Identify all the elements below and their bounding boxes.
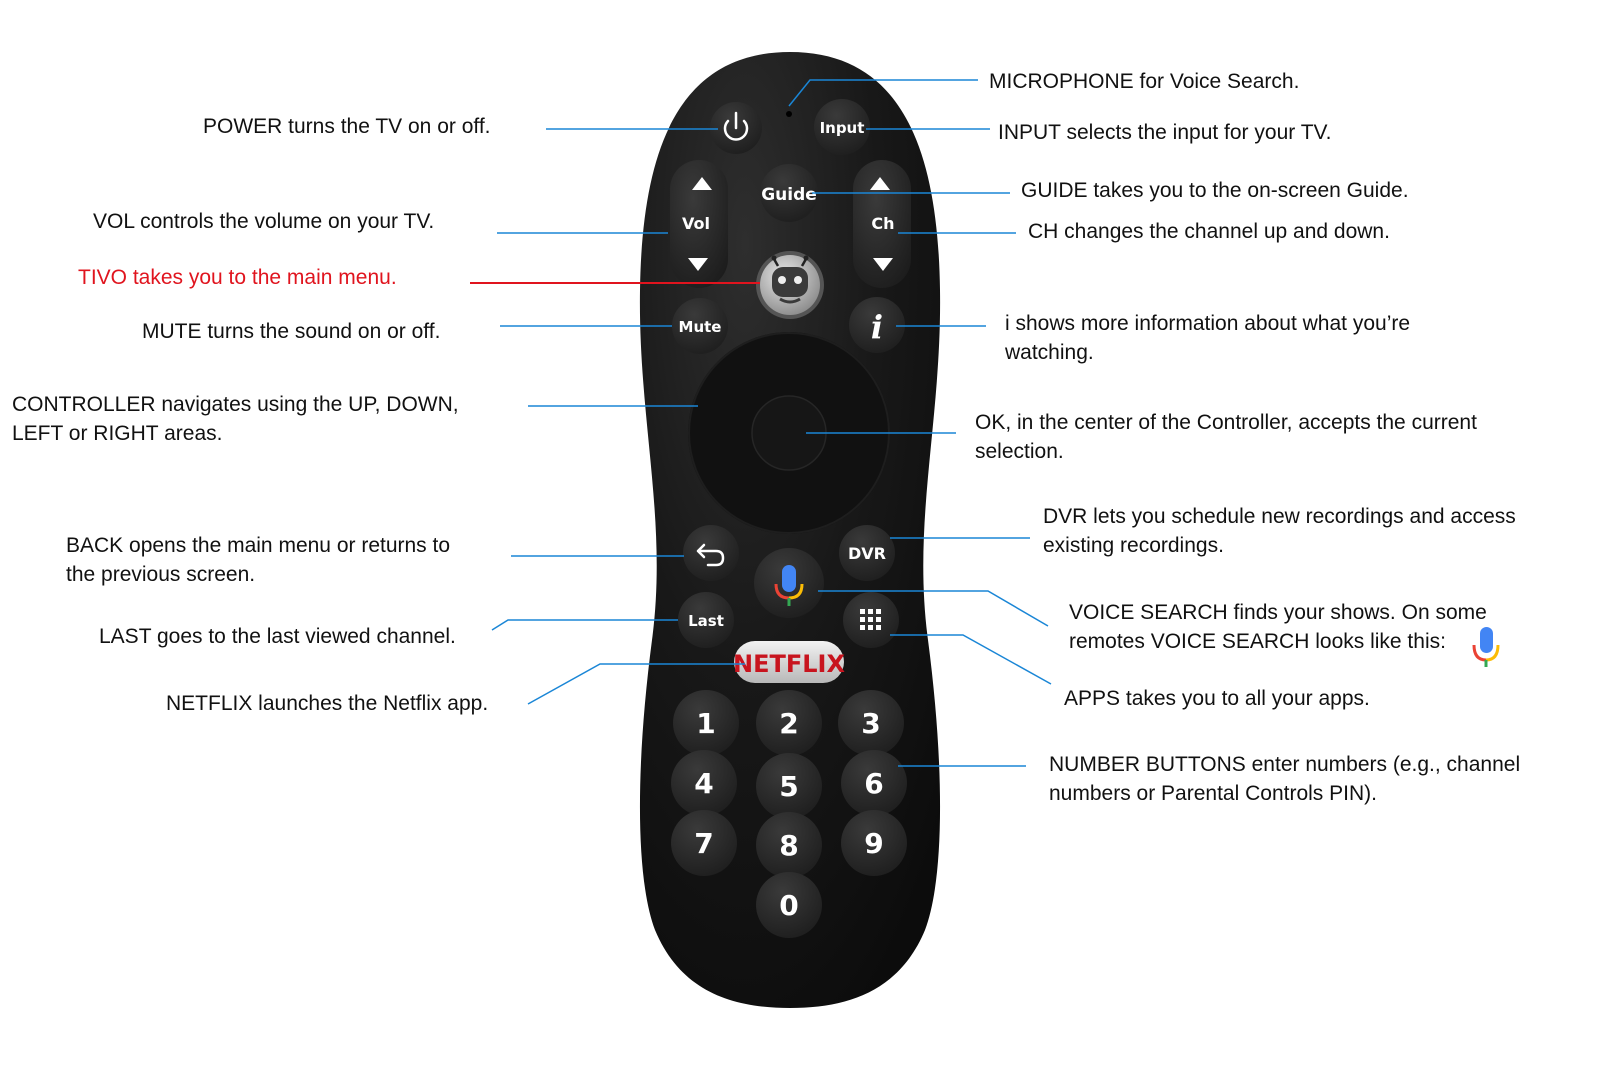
label-back: BACK opens the main menu or returns to the previous screen. (66, 534, 451, 586)
netflix-button[interactable] (733, 641, 845, 683)
netflix-logo: NETFLIX (733, 650, 845, 678)
label-guide: GUIDE takes you to the on-screen Guide. (1021, 179, 1409, 202)
label-numbers: NUMBER BUTTONS enter numbers (e.g., channel numbers or Parental Controls PIN). (1049, 753, 1521, 805)
label-voice-search: VOICE SEARCH finds your shows. On some remotes VOICE SEARCH looks like this: (1069, 601, 1487, 653)
number-label: 6 (864, 767, 884, 800)
input-button[interactable] (814, 99, 870, 155)
number-label: 9 (864, 827, 884, 860)
number-button-1[interactable] (673, 690, 739, 756)
back-button[interactable] (683, 525, 739, 581)
input-button-label: Input (819, 119, 865, 137)
ch-rocker[interactable] (853, 160, 911, 288)
label-vol: VOL controls the volume on your TV. (93, 210, 435, 233)
number-label: 4 (694, 767, 714, 800)
guide-button-label: Guide (761, 185, 817, 205)
last-button[interactable] (678, 592, 734, 648)
number-button-4[interactable] (671, 750, 737, 816)
number-label: 5 (779, 770, 799, 803)
number-button-8[interactable] (756, 812, 822, 878)
ch-label: Ch (871, 214, 895, 233)
label-ok: OK, in the center of the Controller, accepts the current selection. (975, 411, 1477, 463)
number-button-5[interactable] (756, 753, 822, 819)
number-button-2[interactable] (756, 690, 822, 756)
label-mute: MUTE turns the sound on or off. (142, 320, 441, 343)
dvr-button[interactable] (839, 525, 895, 581)
vol-label: Vol (682, 214, 710, 233)
info-button[interactable] (849, 297, 905, 353)
number-label: 2 (779, 707, 799, 740)
number-button-3[interactable] (838, 690, 904, 756)
mute-button[interactable] (672, 298, 728, 354)
leader-last (492, 620, 678, 630)
number-button-9[interactable] (841, 810, 907, 876)
label-dvr: DVR lets you schedule new recordings and access existing recordings. (1043, 505, 1516, 557)
apps-button[interactable] (843, 592, 899, 648)
number-label: 7 (694, 827, 714, 860)
number-button-0[interactable] (756, 872, 822, 938)
number-label: 3 (861, 707, 881, 740)
label-controller: CONTROLLER navigates using the UP, DOWN, LEFT or RIGHT areas. (12, 393, 459, 445)
power-button[interactable] (710, 102, 762, 154)
apps-grid-icon (860, 609, 881, 630)
last-button-label: Last (688, 612, 724, 630)
number-label: 0 (779, 889, 799, 922)
label-last: LAST goes to the last viewed channel. (99, 625, 456, 648)
label-tivo: TIVO takes you to the main menu. (78, 266, 397, 289)
dvr-button-label: DVR (848, 544, 886, 563)
voice-search-button[interactable] (754, 548, 824, 618)
vol-rocker[interactable] (670, 160, 728, 288)
label-power: POWER turns the TV on or off. (203, 115, 491, 138)
label-info: i shows more information about what you’re watching. (1005, 312, 1411, 364)
label-microphone: MICROPHONE for Voice Search. (989, 70, 1300, 93)
info-icon: i (870, 308, 884, 346)
number-button-7[interactable] (671, 810, 737, 876)
microphone-hole (786, 111, 792, 117)
label-netflix: NETFLIX launches the Netflix app. (166, 692, 489, 715)
guide-button[interactable] (760, 164, 818, 222)
number-label: 1 (696, 707, 716, 740)
number-button-6[interactable] (841, 750, 907, 816)
label-ch: CH changes the channel up and down. (1028, 220, 1390, 243)
label-input: INPUT selects the input for your TV. (998, 121, 1332, 144)
label-apps: APPS takes you to all your apps. (1064, 687, 1370, 710)
mute-button-label: Mute (678, 318, 722, 336)
number-label: 8 (779, 829, 799, 862)
tivo-button[interactable] (756, 251, 824, 319)
